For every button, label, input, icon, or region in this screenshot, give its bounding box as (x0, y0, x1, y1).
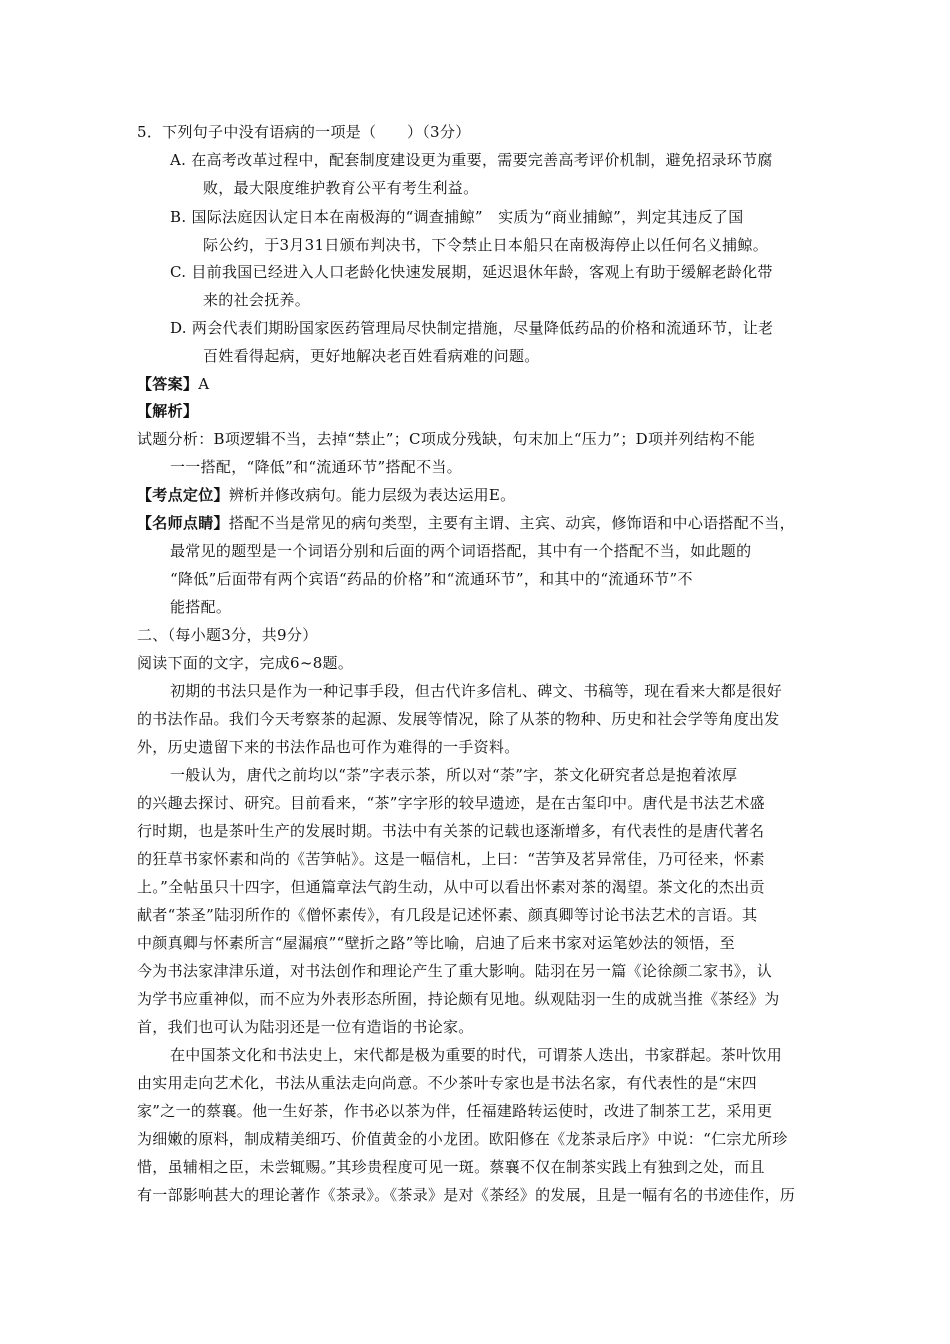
analysis-label: 【解析】 (137, 402, 199, 420)
answer-line (137, 371, 209, 397)
para3-line6: 有一部影响甚大的理论著作《茶录》。《茶录》是对《茶经》的发展，且是一幅有名的书迹佳作，历 (137, 1186, 796, 1204)
option-a-line2: 败，最大限度维护教育公平有考生利益。 (203, 179, 479, 197)
option-d-line1: D. 两会代表们期盼国家医药管理局尽快制定措施，尽量降低药品的价格和流通环节，让老 (170, 319, 774, 337)
kaodian-line (137, 482, 515, 508)
para3-line1: 在中国茶文化和书法史上，宋代都是极为重要的时代，可谓茶人迭出，书家群起。茶叶饮用 (170, 1046, 783, 1064)
mingshi-label: 【名师点睛】 (137, 514, 229, 532)
kaodian-text: 辨析并修改病句。能力层级为表达运用E。 (228, 486, 516, 504)
para1-line1: 初期的书法只是作为一种记事手段，但古代许多信札、碑文、书稿等，现在看来大都是很好 (170, 682, 783, 700)
mingshi-text-1: 搭配不当是常见的病句类型，主要有主谓、主宾、动宾，修饰语和中心语搭配不当， (228, 514, 795, 532)
option-c-line2: 来的社会抚养。 (203, 291, 311, 309)
para2-line10: 首，我们也可认为陆羽还是一位有造诣的书论家。 (137, 1018, 474, 1036)
kaodian-label: 【考点定位】 (137, 486, 229, 504)
para3-line4: 为细嫩的原料，制成精美细巧、价值黄金的小龙团。欧阳修在《龙茶录后序》中说：“仁宗尤所珍 (137, 1130, 788, 1148)
para2-line9: 为学书应重神似，而不应为外表形态所囿，持论颇有见地。纵观陆羽一生的成就当推《茶经》为 (137, 990, 780, 1008)
para3-line2: 由实用走向艺术化，书法从重法走向尚意。不少茶叶专家也是书法名家，有代表性的是“宋四 (137, 1074, 757, 1092)
mingshi-line2: 最常见的题型是一个词语分别和后面的两个词语搭配，其中有一个搭配不当，如此题的 (170, 542, 752, 560)
option-d-line2: 百姓看得起病，更好地解决老百姓看病难的问题。 (203, 347, 540, 365)
para1-line3: 外，历史遗留下来的书法作品也可作为难得的一手资料。 (137, 738, 520, 756)
para3-line3: 家”之一的蔡襄。他一生好茶，作书必以茶为伴，任福建路转运使时，改进了制茶工艺，采用更 (137, 1102, 773, 1120)
para2-line8: 今为书法家津津乐道，对书法创作和理论产生了重大影响。陆羽在另一篇《论徐颜二家书》，认 (137, 962, 773, 980)
option-b-line2: 际公约，于3月31日颁布判决书，下令禁止日本船只在南极海停止以任何名义捕鲸。 (203, 236, 769, 254)
para2-line2: 的兴趣去探讨、研究。目前看来，“茶”字字形的较早遗迹，是在古玺印中。唐代是书法艺术盛 (137, 794, 765, 812)
answer-label: 【答案】 (137, 375, 199, 393)
para1-line2: 的书法作品。我们今天考察茶的起源、发展等情况，除了从茶的物种、历史和社会学等角度出发 (137, 710, 780, 728)
para2-line4: 的狂草书家怀素和尚的《苦笋帖》。这是一幅信札，上曰：“苦笋及茗异常佳，乃可径来，怀素 (137, 850, 765, 868)
answer-value: A (198, 375, 210, 393)
analysis-line2: 一一搭配，“降低”和“流通环节”搭配不当。 (170, 458, 462, 476)
question-5-stem: 5．下列句子中没有语病的一项是（ ）（3分） (137, 123, 471, 141)
mingshi-line1 (137, 510, 795, 536)
para2-line6: 献者“茶圣”陆羽所作的《僧怀素传》，有几段是记述怀素、颜真卿等讨论书法艺术的言语。其 (137, 906, 758, 924)
para2-line5: 上。”全帖虽只十四字，但通篇章法气韵生动，从中可以看出怀素对茶的渴望。茶文化的杰出贡 (137, 878, 765, 896)
section-2-instruction: 阅读下面的文字，完成6~8题。 (137, 654, 354, 672)
option-b-line1: B. 国际法庭因认定日本在南极海的“调查捕鲸” 实质为“商业捕鲸”，判定其违反了国 (170, 208, 744, 226)
section-2-heading: 二、（每小题3分，共9分） (137, 626, 318, 644)
para2-line1: 一般认为，唐代之前均以“荼”字表示茶，所以对“荼”字，茶文化研究者总是抱着浓厚 (170, 766, 738, 784)
analysis-line1: 试题分析：B项逻辑不当，去掉“禁止”；C项成分残缺，句末加上“压力”；D项并列结构不能 (137, 430, 756, 448)
mingshi-line3: “降低”后面带有两个宾语“药品的价格”和“流通环节”，和其中的“流通环节”不 (170, 570, 693, 588)
option-c-line1: C. 目前我国已经进入人口老龄化快速发展期，延迟退休年龄，客观上有助于缓解老龄化带 (170, 263, 773, 281)
para2-line3: 行时期，也是茶叶生产的发展时期。书法中有关茶的记载也逐渐增多，有代表性的是唐代著名 (137, 822, 765, 840)
para2-line7: 中颜真卿与怀素所言“屋漏痕”“壁折之路”等比喻，启迪了后来书家对运笔妙法的领悟，至 (137, 934, 735, 952)
mingshi-line4: 能搭配。 (170, 598, 232, 616)
option-a-line1: A. 在高考改革过程中，配套制度建设更为重要，需要完善高考评价机制，避免招录环节腐 (170, 151, 773, 169)
para3-line5: 惜，虽辅相之臣，未尝辄赐。”其珍贵程度可见一斑。蔡襄不仅在制茶实践上有独到之处，而且 (137, 1158, 765, 1176)
